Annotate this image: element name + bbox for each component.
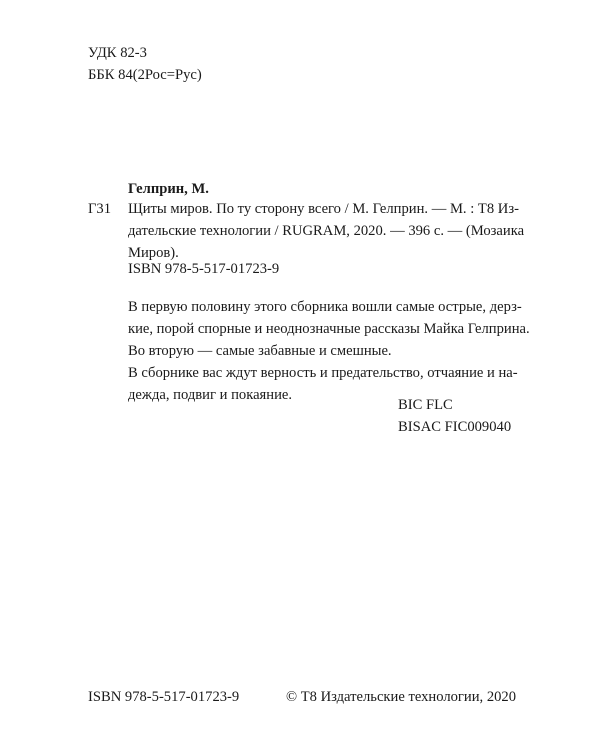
bbk-code: ББК 84(2Рос=Рус)	[88, 67, 202, 83]
description-line: Миров).	[128, 245, 179, 261]
footer-isbn: ISBN 978-5-517-01723-9	[88, 689, 240, 705]
bic-code: BIC FLC	[398, 397, 453, 413]
isbn: ISBN 978-5-517-01723-9	[128, 261, 280, 277]
annotation-line: В сборнике вас ждут верность и предательство, отчаяние и на-	[128, 365, 518, 381]
description-line: дательские технологии / RUGRAM, 2020. — 396 с. — (Мозаика	[128, 223, 525, 239]
udc-code: УДК 82-3	[88, 45, 147, 61]
copyright-notice: © Т8 Издательские технологии, 2020	[286, 689, 517, 705]
bibliographic-description	[128, 198, 524, 264]
annotation-line: Во вторую — самые забавные и смешные.	[128, 343, 392, 359]
author-sign: Г31	[88, 201, 112, 217]
description-line: Щиты миров. По ту сторону всего / М. Гелприн. — М. : Т8 Из-	[128, 201, 519, 217]
annotation-line: кие, порой спорные и неоднозначные рассказы Майка Гелприна.	[128, 321, 530, 337]
annotation-line: В первую половину этого сборника вошли самые острые, дерз-	[128, 299, 522, 315]
annotation-line: дежда, подвиг и покаяние.	[128, 387, 293, 403]
bisac-code: BISAC FIC009040	[398, 419, 512, 435]
annotation	[128, 296, 530, 406]
author-heading: Гелприн, М.	[128, 181, 209, 197]
